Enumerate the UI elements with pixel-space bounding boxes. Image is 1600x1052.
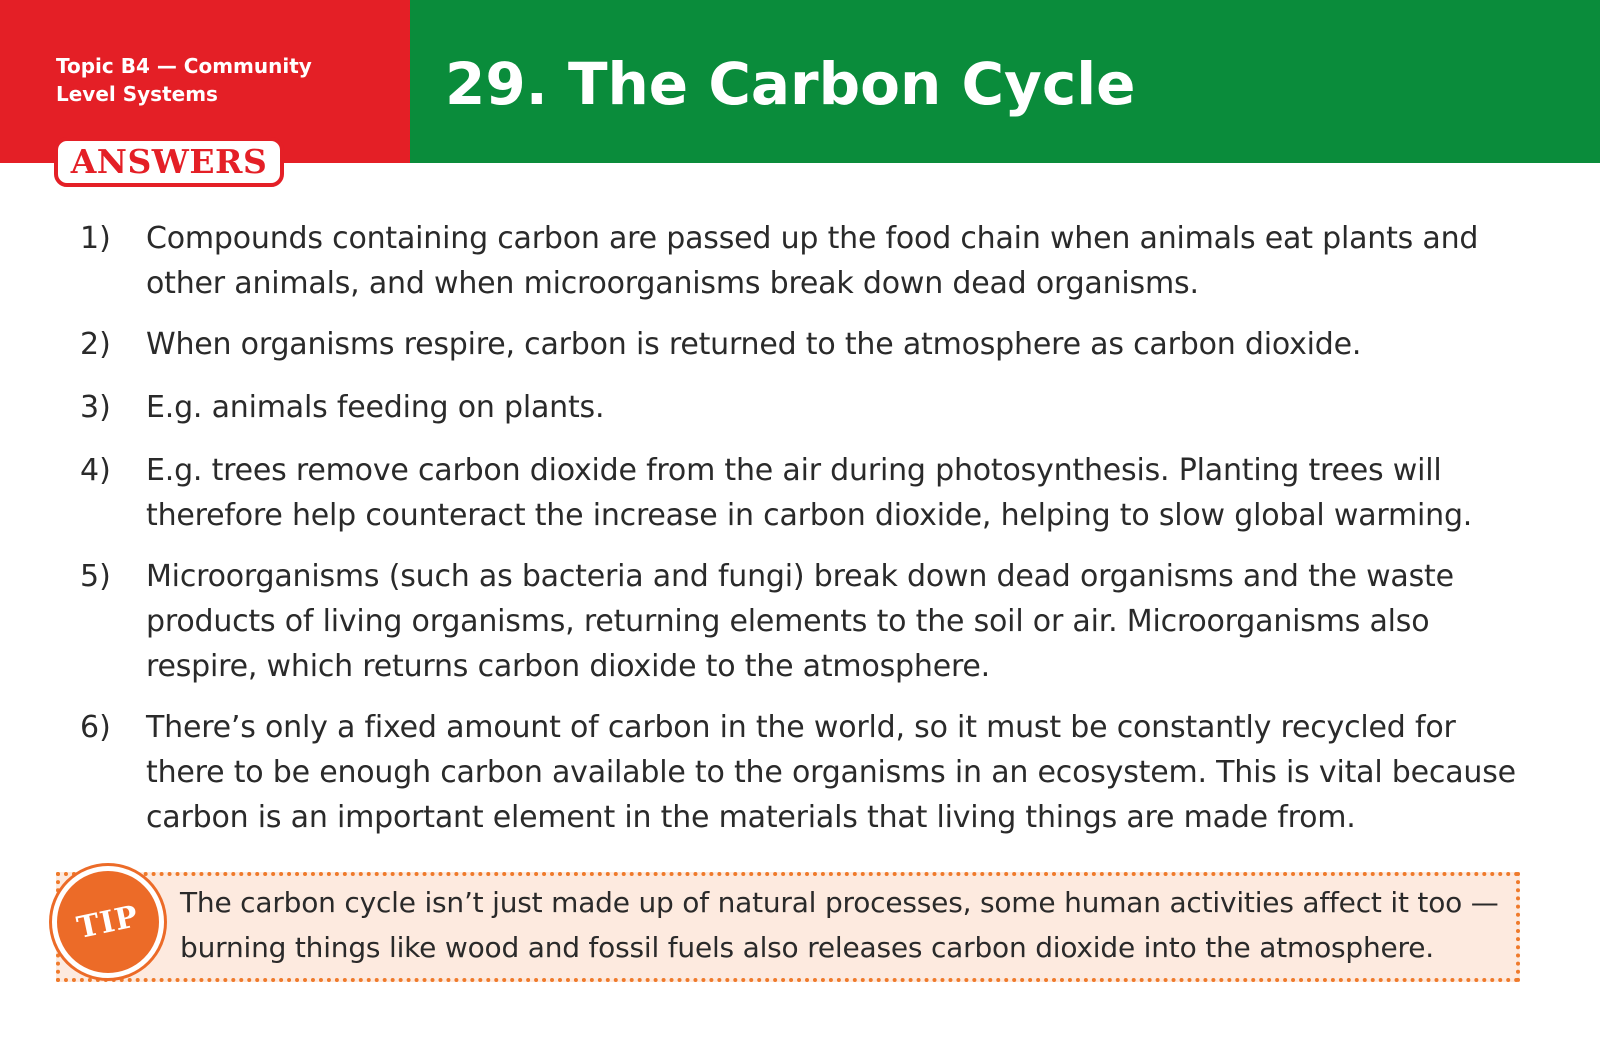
answer-number: 3) (80, 390, 111, 425)
answer-item (80, 705, 1530, 840)
answer-text: E.g. animals feeding on plants. (146, 390, 605, 425)
page-title: 29. The Carbon Cycle (445, 50, 1136, 118)
tip-label: TIP (74, 898, 142, 946)
answer-text: E.g. trees remove carbon dioxide from the air during photosynthesis. Planting trees will therefore help counteract the increase in carbon dioxide, helping to slow global warming. (146, 453, 1473, 533)
answer-list (80, 216, 1530, 858)
tip-badge (52, 866, 164, 978)
answer-item (80, 322, 1530, 367)
answer-text: Compounds containing carbon are passed up the food chain when animals eat plants and other animals, and when microorganisms break down dead organisms. (146, 221, 1479, 301)
answer-text: When organisms respire, carbon is returned to the atmosphere as carbon dioxide. (146, 327, 1362, 362)
answer-item (80, 385, 1530, 430)
answer-number: 4) (80, 453, 111, 488)
answer-item (80, 216, 1530, 306)
tip-text: The carbon cycle isn’t just made up of natural processes, some human activities affect it too — burning things like wood and fossil fuels also releases carbon dioxide into the atmosphere. (180, 886, 1499, 964)
answer-number: 2) (80, 327, 111, 362)
answer-number: 6) (80, 710, 111, 745)
answers-badge: ANSWERS (54, 137, 284, 187)
answer-item (80, 554, 1530, 689)
topic-label: Topic B4 — Community Level Systems (56, 54, 312, 106)
answer-number: 1) (80, 221, 111, 256)
answer-text: There’s only a fixed amount of carbon in the world, so it must be constantly recycled for there to be enough carbon available to the organisms in an ecosystem. This is vital because carbon is an important element in the materials that living things are made from. (146, 710, 1516, 835)
answer-text: Microorganisms (such as bacteria and fungi) break down dead organisms and the waste products of living organisms, returning elements to the soil or air. Microorganisms also respire, which returns carbon dioxide to the atmosphere. (146, 559, 1454, 684)
answer-number: 5) (80, 559, 111, 594)
answer-item (80, 448, 1530, 538)
